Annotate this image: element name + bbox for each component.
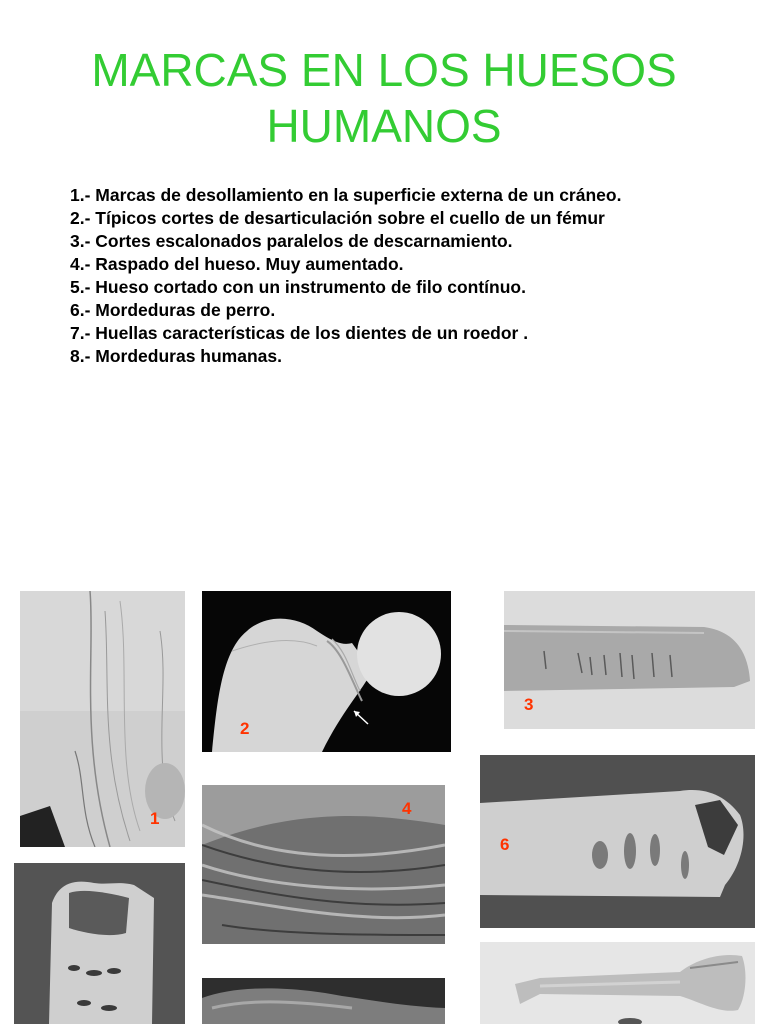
list-item: 3.- Cortes escalonados paralelos de descarnamiento. bbox=[70, 231, 513, 251]
title-line-1: MARCAS EN LOS HUESOS bbox=[91, 44, 677, 96]
list-item: 1.- Marcas de desollamiento en la superficie externa de un cráneo. bbox=[70, 185, 622, 205]
list-item: 5.- Hueso cortado con un instrumento de filo contínuo. bbox=[70, 277, 526, 297]
photo-4-scraping bbox=[202, 785, 445, 944]
page-title bbox=[0, 42, 768, 154]
dog-bites-image bbox=[480, 755, 755, 928]
photo-7-rodent-marks bbox=[480, 942, 755, 1024]
photo-number-2: 2 bbox=[240, 719, 250, 738]
rodent-marks-image bbox=[480, 942, 755, 1024]
photo-number-1: 1 bbox=[150, 809, 160, 828]
photo-number-3: 3 bbox=[524, 695, 534, 714]
photo-2-femur bbox=[202, 591, 451, 752]
legend-list bbox=[70, 184, 621, 368]
list-item: 4.- Raspado del hueso. Muy aumentado. bbox=[70, 254, 404, 274]
human-bites-image bbox=[202, 978, 445, 1024]
photo-6-dog-bites bbox=[480, 755, 755, 928]
photo-3-bone-cuts bbox=[504, 591, 755, 729]
photo-8-human-bites bbox=[202, 978, 445, 1024]
cut-bone-image bbox=[14, 863, 185, 1024]
list-item: 8.- Mordeduras humanas. bbox=[70, 346, 282, 366]
list-item: 2.- Típicos cortes de desarticulación sobre el cuello de un fémur bbox=[70, 208, 605, 228]
photo-5-cut-bone bbox=[14, 863, 185, 1024]
title-line-2: HUMANOS bbox=[266, 100, 502, 152]
photo-number-4: 4 bbox=[402, 799, 412, 818]
skull-surface-image bbox=[20, 591, 185, 847]
bone-cuts-image bbox=[504, 591, 755, 729]
list-item: 7.- Huellas características de los dientes de un roedor . bbox=[70, 323, 529, 343]
photo-number-6: 6 bbox=[500, 835, 510, 854]
list-item: 6.- Mordeduras de perro. bbox=[70, 300, 276, 320]
photo-1-skull bbox=[20, 591, 185, 847]
